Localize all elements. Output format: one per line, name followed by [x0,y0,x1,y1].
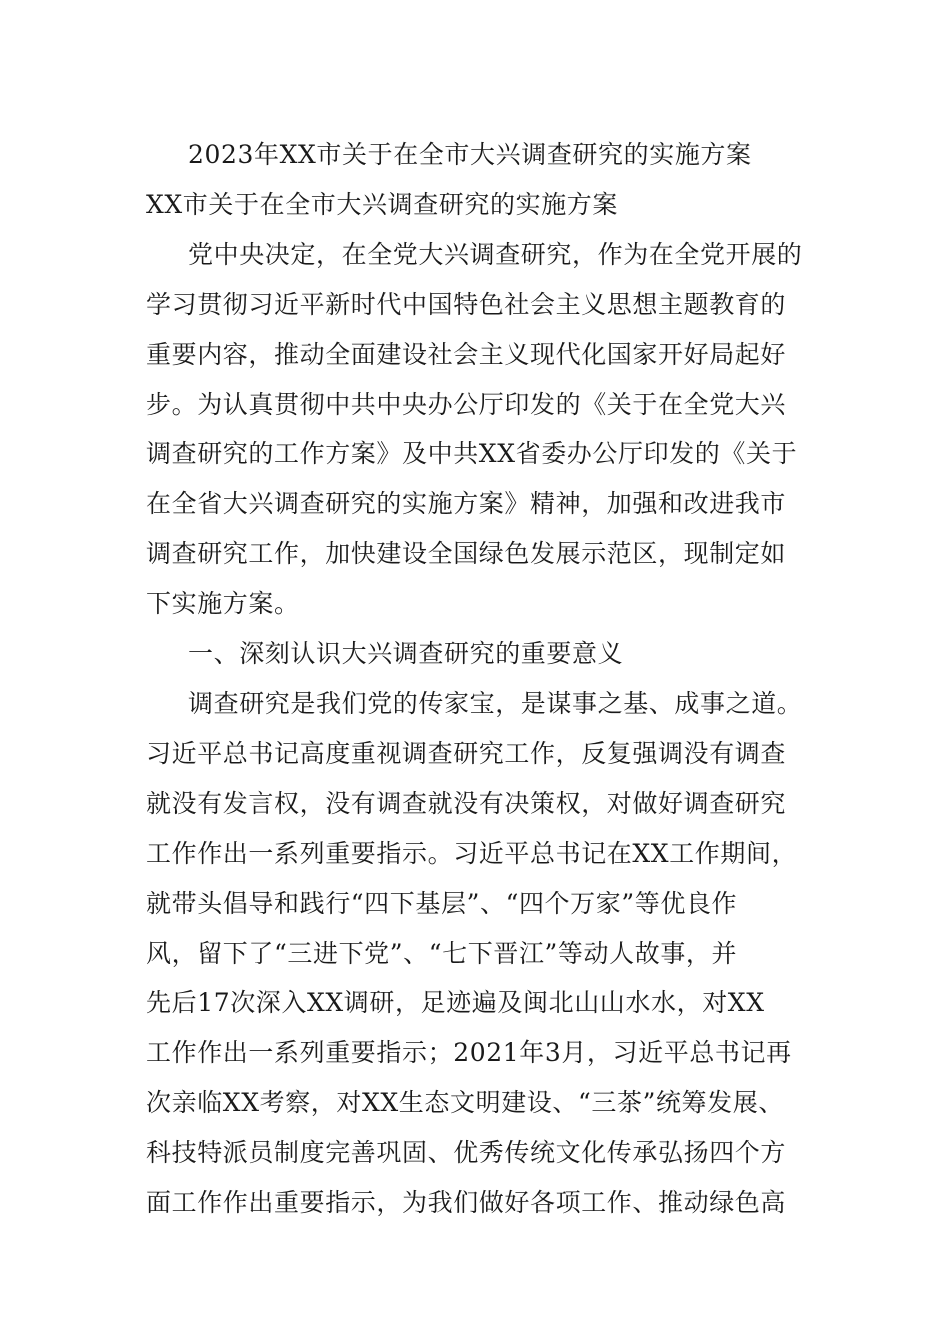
paragraph-line: 风，留下了“三进下党”、“七下晋江”等动人故事，并 [146,938,738,968]
paragraph-2 [146,679,950,1228]
paragraph-line: 下实施方案。 [146,589,300,619]
paragraph-line: 步。为认真贯彻中共中央办公厅印发的《关于在全党大兴 [146,389,787,419]
section-heading: 一、深刻认识大兴调查研究的重要意义 [188,639,624,669]
paragraph-line: 在全省大兴调查研究的实施方案》精神，加强和改进我市 [146,489,787,519]
paragraph-line: 学习贯彻习近平新时代中国特色社会主义思想主题教育的 [146,289,787,319]
document-title: 2023年XX市关于在全市大兴调查研究的实施方案 [188,140,752,169]
paragraph-line: 工作作出一系列重要指示；2021年3月，习近平总书记再 [146,1038,792,1068]
paragraph-line: 就没有发言权，没有调查就没有决策权，对做好调查研究 [146,788,787,818]
paragraph-line: 党中央决定，在全党大兴调查研究，作为在全党开展的 [188,239,803,269]
paragraph-1 [146,230,950,629]
paragraph-line: 调查研究的工作方案》及中共XX省委办公厅印发的《关于 [146,439,798,469]
paragraph-line: 次亲临XX考察，对XX生态文明建设、“三茶”统筹发展、 [146,1088,784,1118]
paragraph-line: 科技特派员制度完善巩固、优秀传统文化传承弘扬四个方 [146,1138,787,1168]
paragraph-line: 先后17次深入XX调研，足迹遍及闽北山山水水，对XX [146,988,765,1018]
paragraph-line: 习近平总书记高度重视调查研究工作，反复强调没有调查 [146,738,787,768]
paragraph-line: 调查研究是我们党的传家宝，是谋事之基、成事之道。 [188,688,803,718]
paragraph-line: 就带头倡导和践行“四下基层”、“四个万家”等优良作 [146,888,738,918]
document-subtitle: XX市关于在全市大兴调查研究的实施方案 [146,189,618,219]
paragraph-line: 工作作出一系列重要指示。习近平总书记在XX工作期间， [146,838,798,868]
paragraph-line: 面工作作出重要指示，为我们做好各项工作、推动绿色高 [146,1188,787,1218]
paragraph-line: 调查研究工作，加快建设全国绿色发展示范区，现制定如 [146,539,787,569]
paragraph-line: 重要内容，推动全面建设社会主义现代化国家开好局起好 [146,339,787,369]
